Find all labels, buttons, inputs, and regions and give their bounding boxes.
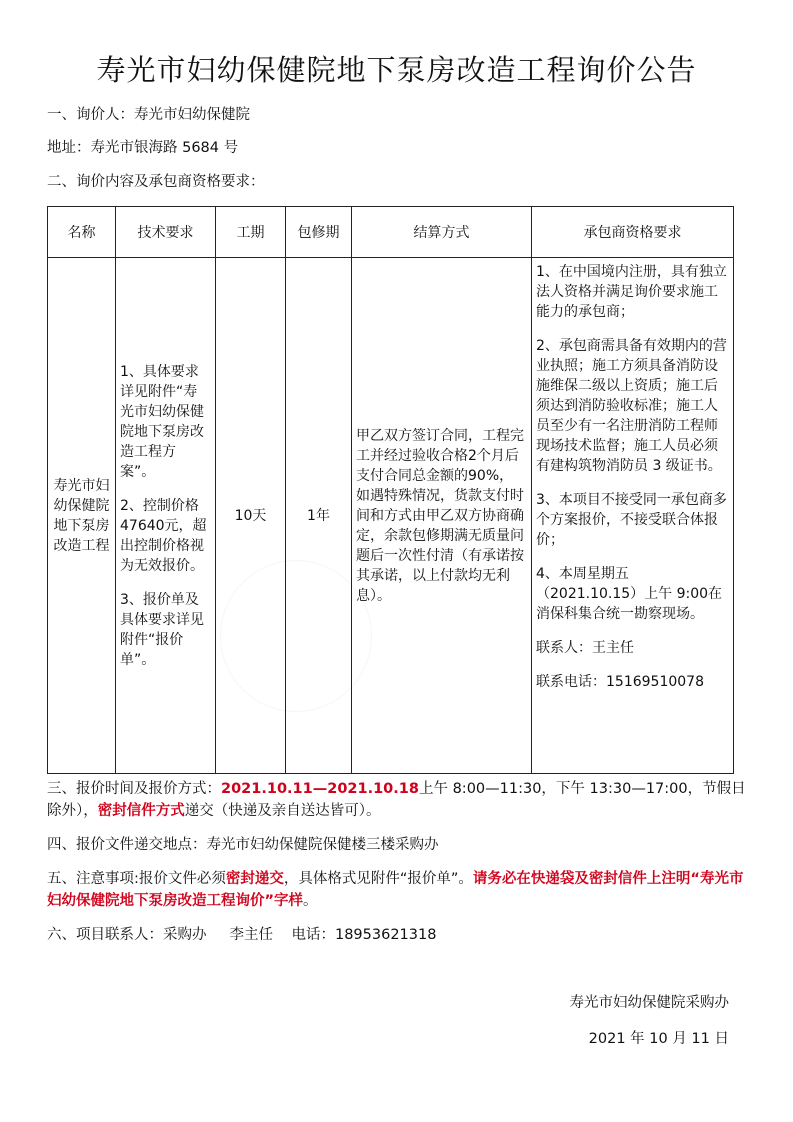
header-warranty: 包修期 xyxy=(286,207,352,258)
section5-sealed: 密封递交 xyxy=(225,871,284,887)
section4-line: 四、报价文件递交地点：寿光市妇幼保健院保健楼三楼采购办 xyxy=(47,837,439,853)
contact-phone: 联系电话：15169510078 xyxy=(536,674,704,690)
section5-paragraph xyxy=(47,868,747,912)
section3-dates: 2021.10.11—2021.10.18 xyxy=(221,781,419,797)
cell-settlement: 甲乙双方签订合同，工程完工并经过验收合格2个月后支付合同总金额的90%，如遇特殊情况，货款支付时间和方式由甲乙双方协商确定，余款包修期满无质量问题后一次性付清（有承诺按其承诺，以上付款均无利息）。 xyxy=(352,258,532,774)
inquiry-table xyxy=(47,206,734,774)
header-settlement: 结算方式 xyxy=(352,207,532,258)
cell-qualifications xyxy=(532,258,734,774)
qual-item-2: 2、承包商需具备有效期内的营业执照；施工方须具备消防设施维保二级以上资质；施工后须达到消防验收标准；施工人员至少有一名注册消防工程师现场技术监督；施工人员必须有建构筑物消防员 3 级证书。 xyxy=(536,338,727,474)
table-row xyxy=(48,258,734,774)
signature-org: 寿光市妇幼保健院采购办 xyxy=(569,995,729,1011)
section5-warning: 请务必在快递袋及密封信件上注明“寿光市妇幼保健院地下泵房改造工程询价”字样 xyxy=(47,871,744,909)
section3-method: 密封信件方式 xyxy=(97,803,185,819)
cell-tech-requirements xyxy=(116,258,216,774)
contact-person: 联系人：王主任 xyxy=(536,640,634,656)
qual-item-3: 3、本项目不接受同一承包商多个方案报价，不接受联合体报价； xyxy=(536,492,727,548)
header-period: 工期 xyxy=(216,207,286,258)
cell-warranty: 1年 xyxy=(286,258,352,774)
qual-item-1: 1、在中国境内注册，具有独立法人资格并满足询价要求施工能力的承包商； xyxy=(536,264,727,320)
cell-period: 10天 xyxy=(216,258,286,774)
section5-end: 。 xyxy=(303,893,318,909)
header-tech: 技术要求 xyxy=(116,207,216,258)
qual-item-4: 4、本周星期五（2021.10.15）上午 9:00在消保科集合统一勘察现场。 xyxy=(536,566,723,622)
cell-project-name: 寿光市妇幼保健院地下泵房改造工程 xyxy=(48,258,116,774)
tech-item-1: 1、具体要求详见附件“寿光市妇幼保健院地下泵房改造工程方案”。 xyxy=(120,363,204,480)
tech-item-2: 2、控制价格47640元，超出控制价格视为无效报价。 xyxy=(120,497,207,574)
header-qualifications: 承包商资格要求 xyxy=(532,207,734,258)
section5-middle: ，具体格式见附件“报价单”。 xyxy=(283,871,473,887)
section3-suffix: 递交（快递及亲自送达皆可）。 xyxy=(184,803,381,819)
section3-paragraph xyxy=(47,778,747,822)
section5-prefix: 五、注意事项:报价文件必须 xyxy=(47,871,226,887)
page-title: 寿光市妇幼保健院地下泵房改造工程询价公告 xyxy=(96,53,697,87)
section3-prefix: 三、报价时间及报价方式： xyxy=(47,781,221,797)
section2-heading: 二、询价内容及承包商资格要求： xyxy=(47,174,265,190)
inquirer-line: 一、询价人：寿光市妇幼保健院 xyxy=(47,107,250,123)
section3-time: 上午 8:00—11:30，下午 13:30—17:00，节假日除外）， xyxy=(47,781,746,819)
table-header-row xyxy=(48,207,734,258)
signature-date: 2021 年 10 月 11 日 xyxy=(588,1031,729,1047)
tech-item-3: 3、报价单及具体要求详见附件“报价单”。 xyxy=(120,591,204,668)
header-name: 名称 xyxy=(48,207,116,258)
section6-line: 六、项目联系人：采购办 李主任 电话：18953621318 xyxy=(47,927,437,943)
address-line: 地址：寿光市银海路 5684 号 xyxy=(47,140,239,156)
